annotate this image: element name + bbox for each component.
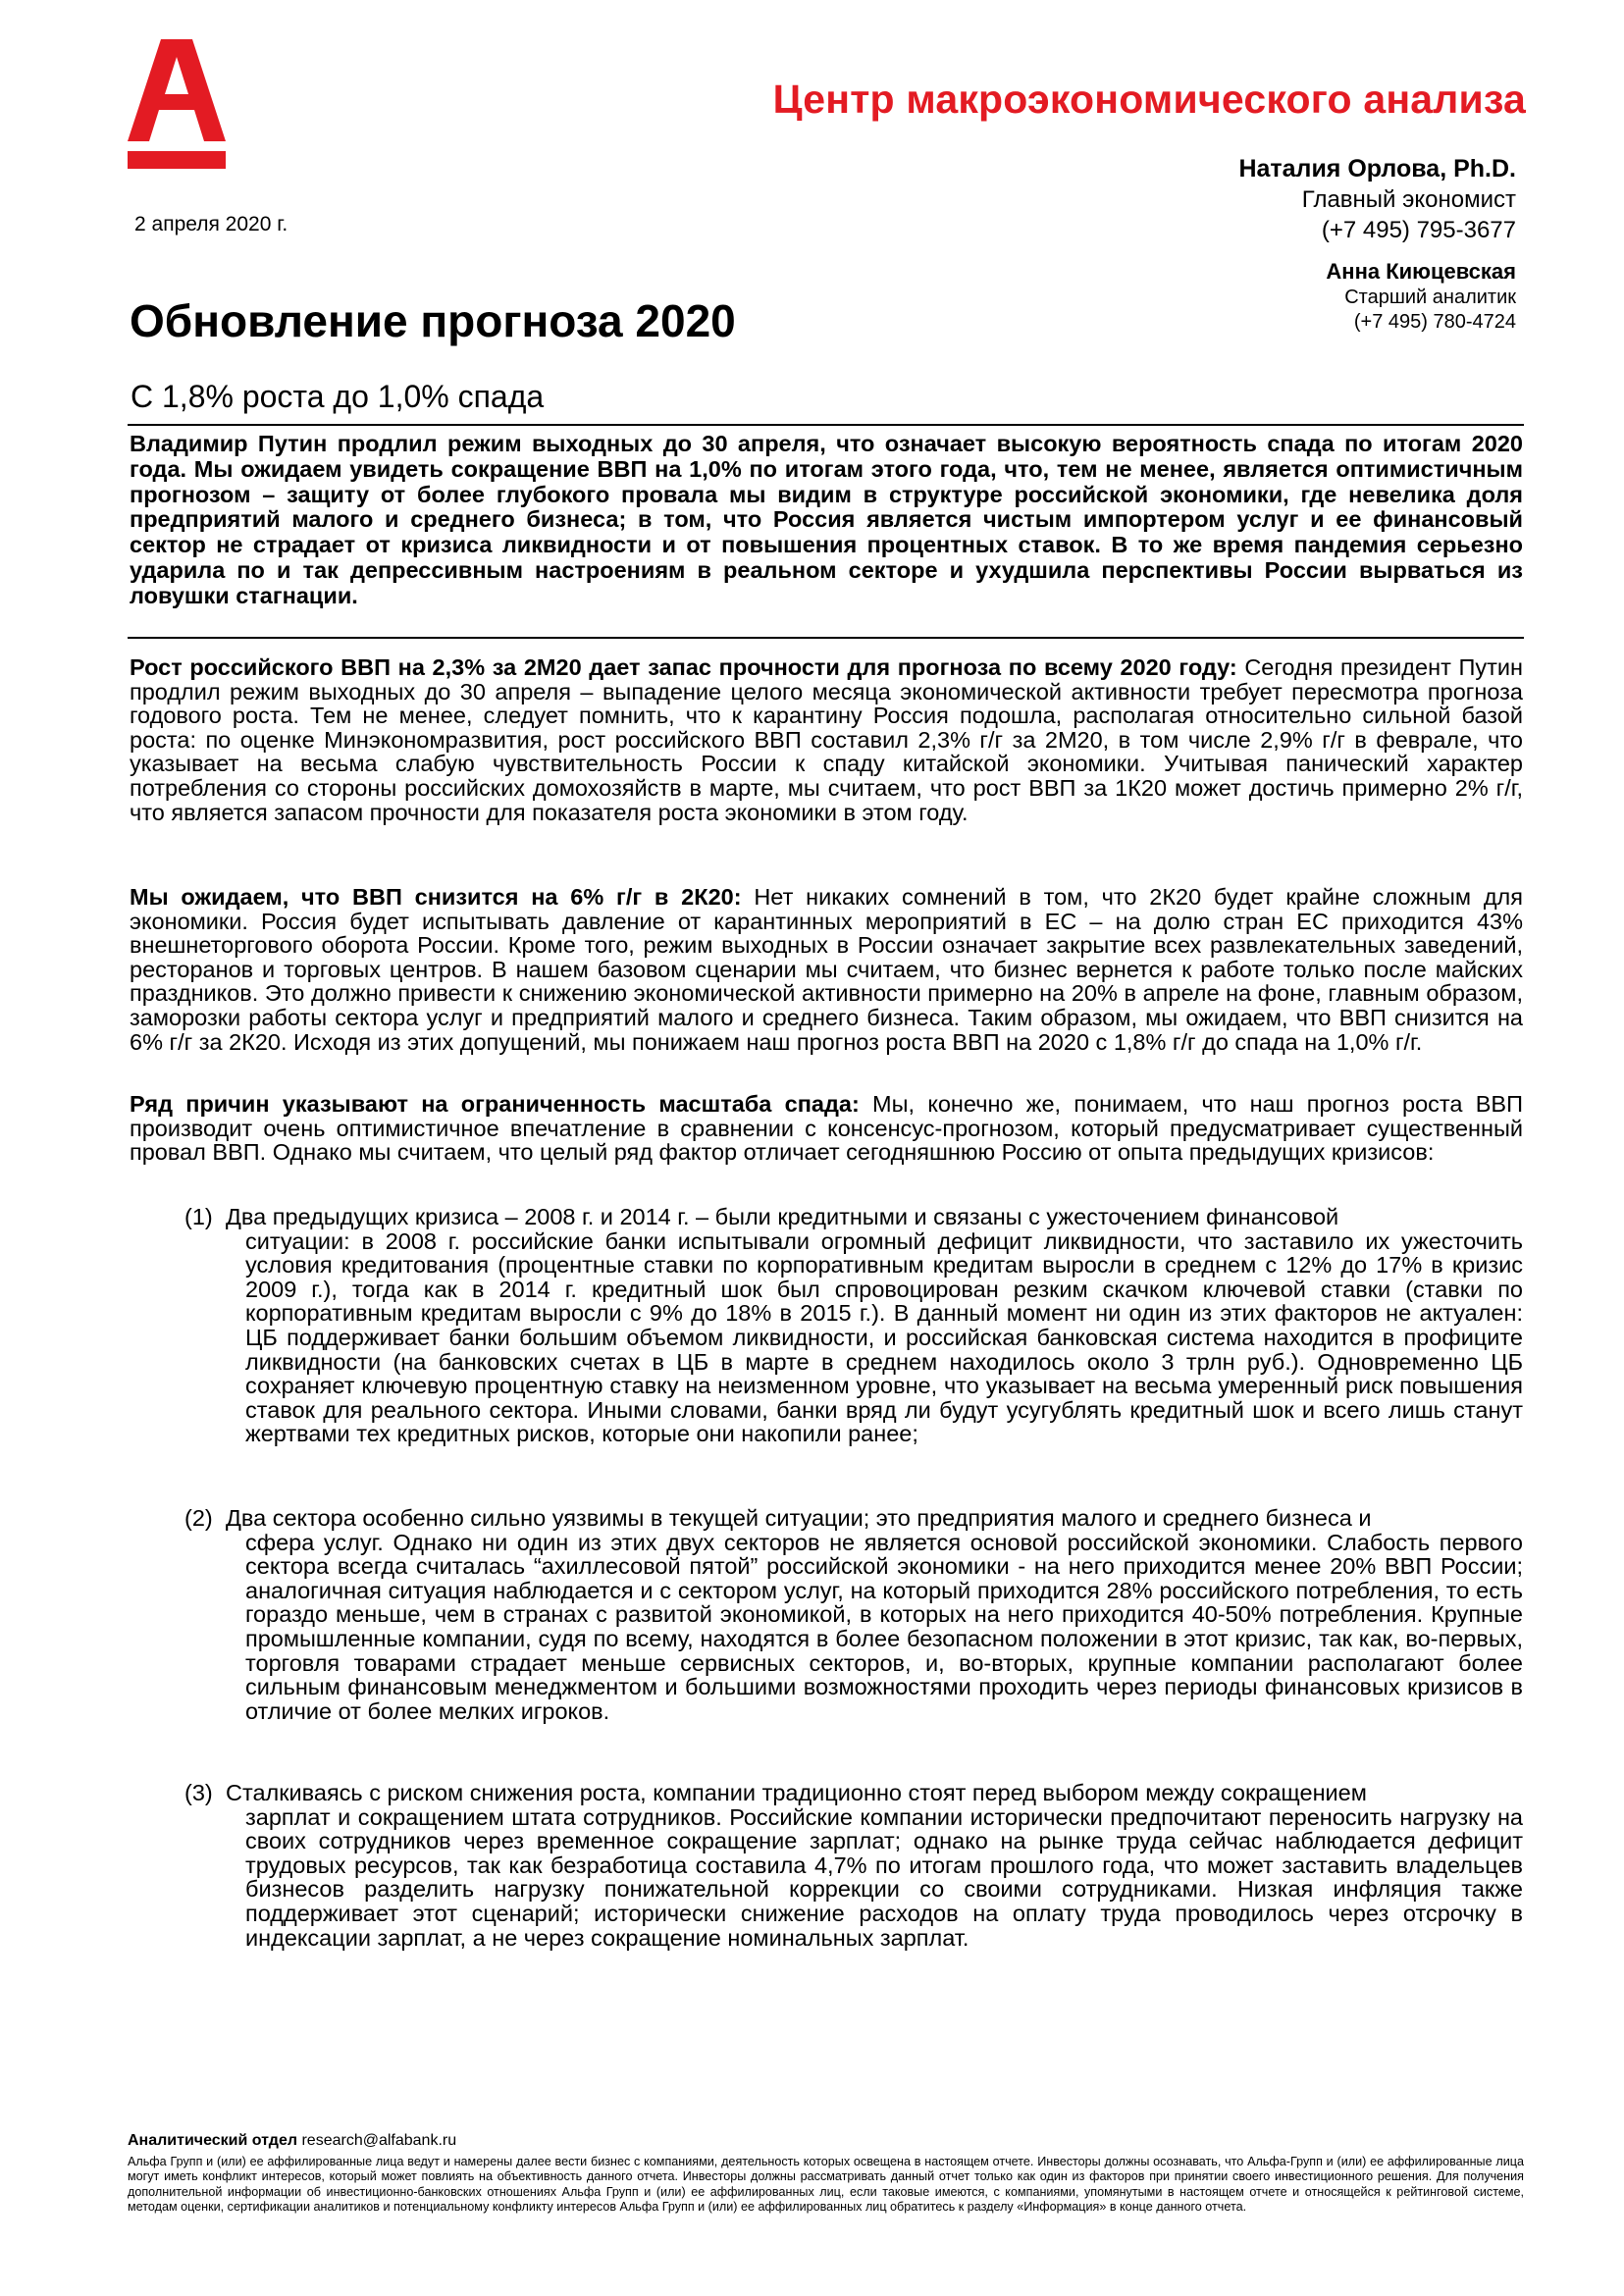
list-item: [184, 1205, 1523, 1446]
page-subtitle: С 1,8% роста до 1,0% спада: [131, 379, 545, 414]
list-text: ситуации: в 2008 г. российские банки испытывали огромный дефицит ликвидности, что заставило их ужесточить условия кредитования (процентные ставки по корпоративным кредитам выросли в среднем с 12% до 17% в кризис 2009 г.), тогда как в 2014 г. кредитный шок был спровоцирован резким скачком ключевой ставки (ставки по корпоративным кредитам выросли с 9% до 18% в 2015 г.). В данный момент ни один из этих факторов не актуален: ЦБ поддерживает банки большим объемом ликвидности, и российская банковская система находится в профиците ликвидности (на банковских счетах в ЦБ в марте в среднем находилось около 3 трлн руб.). Одновременно ЦБ сохраняет ключевую процентную ставку на неизменном уровне, что указывает на весьма умеренный риск повышения ставок для реального сектора. Иными словами, банки вряд ли будут усугублять кредитный шок и всего лишь станут жертвами тех кредитных рисков, которые они накопили ранее;: [245, 1227, 1523, 1447]
list-number: (2): [184, 1505, 213, 1531]
footer-dept-label: Аналитический отдел: [128, 2132, 298, 2149]
body-paragraph-3: [130, 1092, 1523, 1165]
list-number: (1): [184, 1204, 213, 1229]
paragraph-text: Нет никаких сомнений в том, что 2К20 будет крайне сложным для экономики. Россия будет испытывать давление от карантинных мероприятий в ЕС – на долю стран ЕС приходится 43% внешнеторгового оборота России. Кроме того, режим выходных в России означает закрытие всех развлекательных заведений, ресторанов и торговых центров. В нашем базовом сценарии мы считаем, что бизнес вернется к работе только после майских праздников. Это должно привести к снижению экономической активности примерно на 20% в апреле на фоне, главным образом, заморозки работы сектора услуг и предприятий малого и среднего бизнеса. Таким образом, мы ожидаем, что ВВП снизится на 6% г/г за 2К20. Исходя из этих допущений, мы понижаем наш прогноз роста ВВП на 2020 с 1,8% г/г до спада на 1,0% г/г.: [130, 884, 1523, 1055]
page-title: Обновление прогноза 2020: [130, 295, 736, 346]
paragraph-text: Мы, конечно же, понимаем, что наш прогноз роста ВВП производит очень оптимистичное впечатление в сравнении с консенсус-прогнозом, который предусматривает существенный провал ВВП. Однако мы считаем, что целый ряд фактор отличает сегодняшнюю Россию от опыта предыдущих кризисов:: [130, 1091, 1523, 1166]
list-text: зарплат и сокращением штата сотрудников. Российские компании исторически предпочитают переносить нагрузку на своих сотрудников через временное сокращение зарплат; однако на рынке труда сейчас наблюдается дефицит трудовых ресурсов, так как безработица составила 4,7% по итогам прошлого года, что может заставить владельцев бизнесов разделить нагрузку понижательной коррекции со своими сотрудниками. Низкая инфляция также поддерживает этот сценарий; исторически снижение расходов на оплату труда проводилось через отсрочку в индексации зарплат, а не через сокращение номинальных зарплат.: [245, 1803, 1523, 1951]
alfa-logo-icon: [128, 39, 226, 169]
author-name: Анна Киюцевская: [1326, 259, 1516, 284]
author-role: Главный экономист: [1301, 186, 1516, 213]
paragraph-lead: Рост российского ВВП на 2,3% за 2М20 дает запас прочности для прогноза по всему 2020 году:: [130, 654, 1237, 680]
paragraph-lead: Мы ожидаем, что ВВП снизится на 6% г/г в 2К20:: [130, 884, 742, 910]
list-first-line: Сталкиваясь с риском снижения роста, компании традиционно стоят перед выбором между сокращением: [226, 1780, 1367, 1805]
author-phone: (+7 495) 795-3677: [1321, 217, 1516, 243]
paragraph-text: Сегодня президент Путин продлил режим выходных до 30 апреля – выпадение целого месяца экономической активности требует пересмотра прогноза годового роста. Тем не менее, следует помнить, что к карантину Россия подошла, располагая относительно сильной базой роста: по оценке Минэкономразвития, рост российского ВВП составил 2,3% г/г за 2М20, в том числе 2,9% г/г в феврале, что указывает на весьма слабую чувствительность России к спаду китайской экономики. Учитывая панический характер потребления со стороны российских домохозяйств в марте, мы считаем, что рост ВВП за 1К20 может достичь примерно 2% г/г, что является запасом прочности для показателя роста экономики в этом году.: [130, 654, 1523, 825]
divider: [128, 424, 1524, 426]
author-role: Старший аналитик: [1344, 287, 1516, 308]
body-paragraph-1: [130, 655, 1523, 824]
footer-disclaimer: Альфа Групп и (или) ее аффилированные лица ведут и намерены далее вести бизнес с компаниями, деятельность которых освещена в настоящем отчете. Инвесторы должны осознавать, что Альфа-Групп и (или) ее аффилированные лица могут иметь конфликт интересов, который может повлиять на объективность данного отчета. Инвесторы должны рассматривать данный отчет только как один из факторов при принятии своего инвестиционного решения. Для получения дополнительной информации об инвестиционно-банковских отношениях Альфа Групп и (или) ее аффилированных лиц, если таковые имеются, с компаниями, упомянутыми в настоящем отчете и относящейся к рейтинговой системе, методам оценки, сертификации аналитиков и потенциальному конфликту интересов Альфа Групп и (или) ее аффилированных лиц обратитесь к разделу «Информация» в конце данного отчета.: [128, 2155, 1524, 2215]
list-first-line: Два сектора особенно сильно уязвимы в текущей ситуации; это предприятия малого и среднего бизнеса и: [226, 1505, 1372, 1531]
list-item: [184, 1781, 1523, 1950]
author-block-2: [927, 259, 1516, 334]
list-number: (3): [184, 1780, 213, 1805]
author-block-1: [927, 155, 1516, 244]
divider: [128, 637, 1524, 639]
paragraph-lead: Ряд причин указывают на ограниченность масштаба спада:: [130, 1091, 860, 1117]
list-first-line: Два предыдущих кризиса – 2008 г. и 2014 г. – были кредитными и связаны с ужесточением финансовой: [226, 1204, 1339, 1229]
author-name: Наталия Орлова, Ph.D.: [1238, 155, 1516, 183]
author-phone: (+7 495) 780-4724: [1353, 311, 1516, 333]
report-date: 2 апреля 2020 г.: [134, 213, 288, 235]
list-text: сфера услуг. Однако ни один из этих двух секторов не является основой российской экономики. Слабость первого сектора всегда считалась “ахиллесовой пятой” российской экономики - на него приходится менее 20% ВВП России; аналогичная ситуация наблюдается и с сектором услуг, на который приходится 28% российского потребления, то есть гораздо меньше, чем в странах с развитой экономикой, в которых на него приходится 40-50% потребления. Крупные промышленные компании, судя по всему, находятся в более безопасном положении в этот кризис, так как, во-первых, торговля товарами страдает меньше сервисных секторов, и, во-вторых, крупные компании располагают более сильным финансовым менеджментом и большими возможностями проходить через периоды финансовых кризисов в отличие от более мелких игроков.: [245, 1529, 1523, 1724]
footer-email-link[interactable]: research@alfabank.ru: [301, 2132, 457, 2149]
center-title: Центр макроэкономического анализа: [772, 77, 1526, 122]
body-paragraph-2: [130, 885, 1523, 1054]
summary-paragraph: Владимир Путин продлил режим выходных до 30 апреля, что означает высокую вероятность спада по итогам 2020 года. Мы ожидаем увидеть сокращение ВВП на 1,0% по итогам этого года, что, тем не менее, является оптимистичным прогнозом – защиту от более глубокого провала мы видим в структуре российской экономики, где невелика доля предприятий малого и среднего бизнеса; в том, что Россия является чистым импортером услуг и ее финансовый сектор не страдает от кризиса ликвидности и от повышения процентных ставок. В то же время пандемия серьезно ударила по и так депрессивным настроениям в реальном секторе и ухудшила перспективы России вырваться из ловушки стагнации.: [130, 431, 1523, 608]
footer-contact: [128, 2132, 456, 2150]
list-item: [184, 1506, 1523, 1723]
